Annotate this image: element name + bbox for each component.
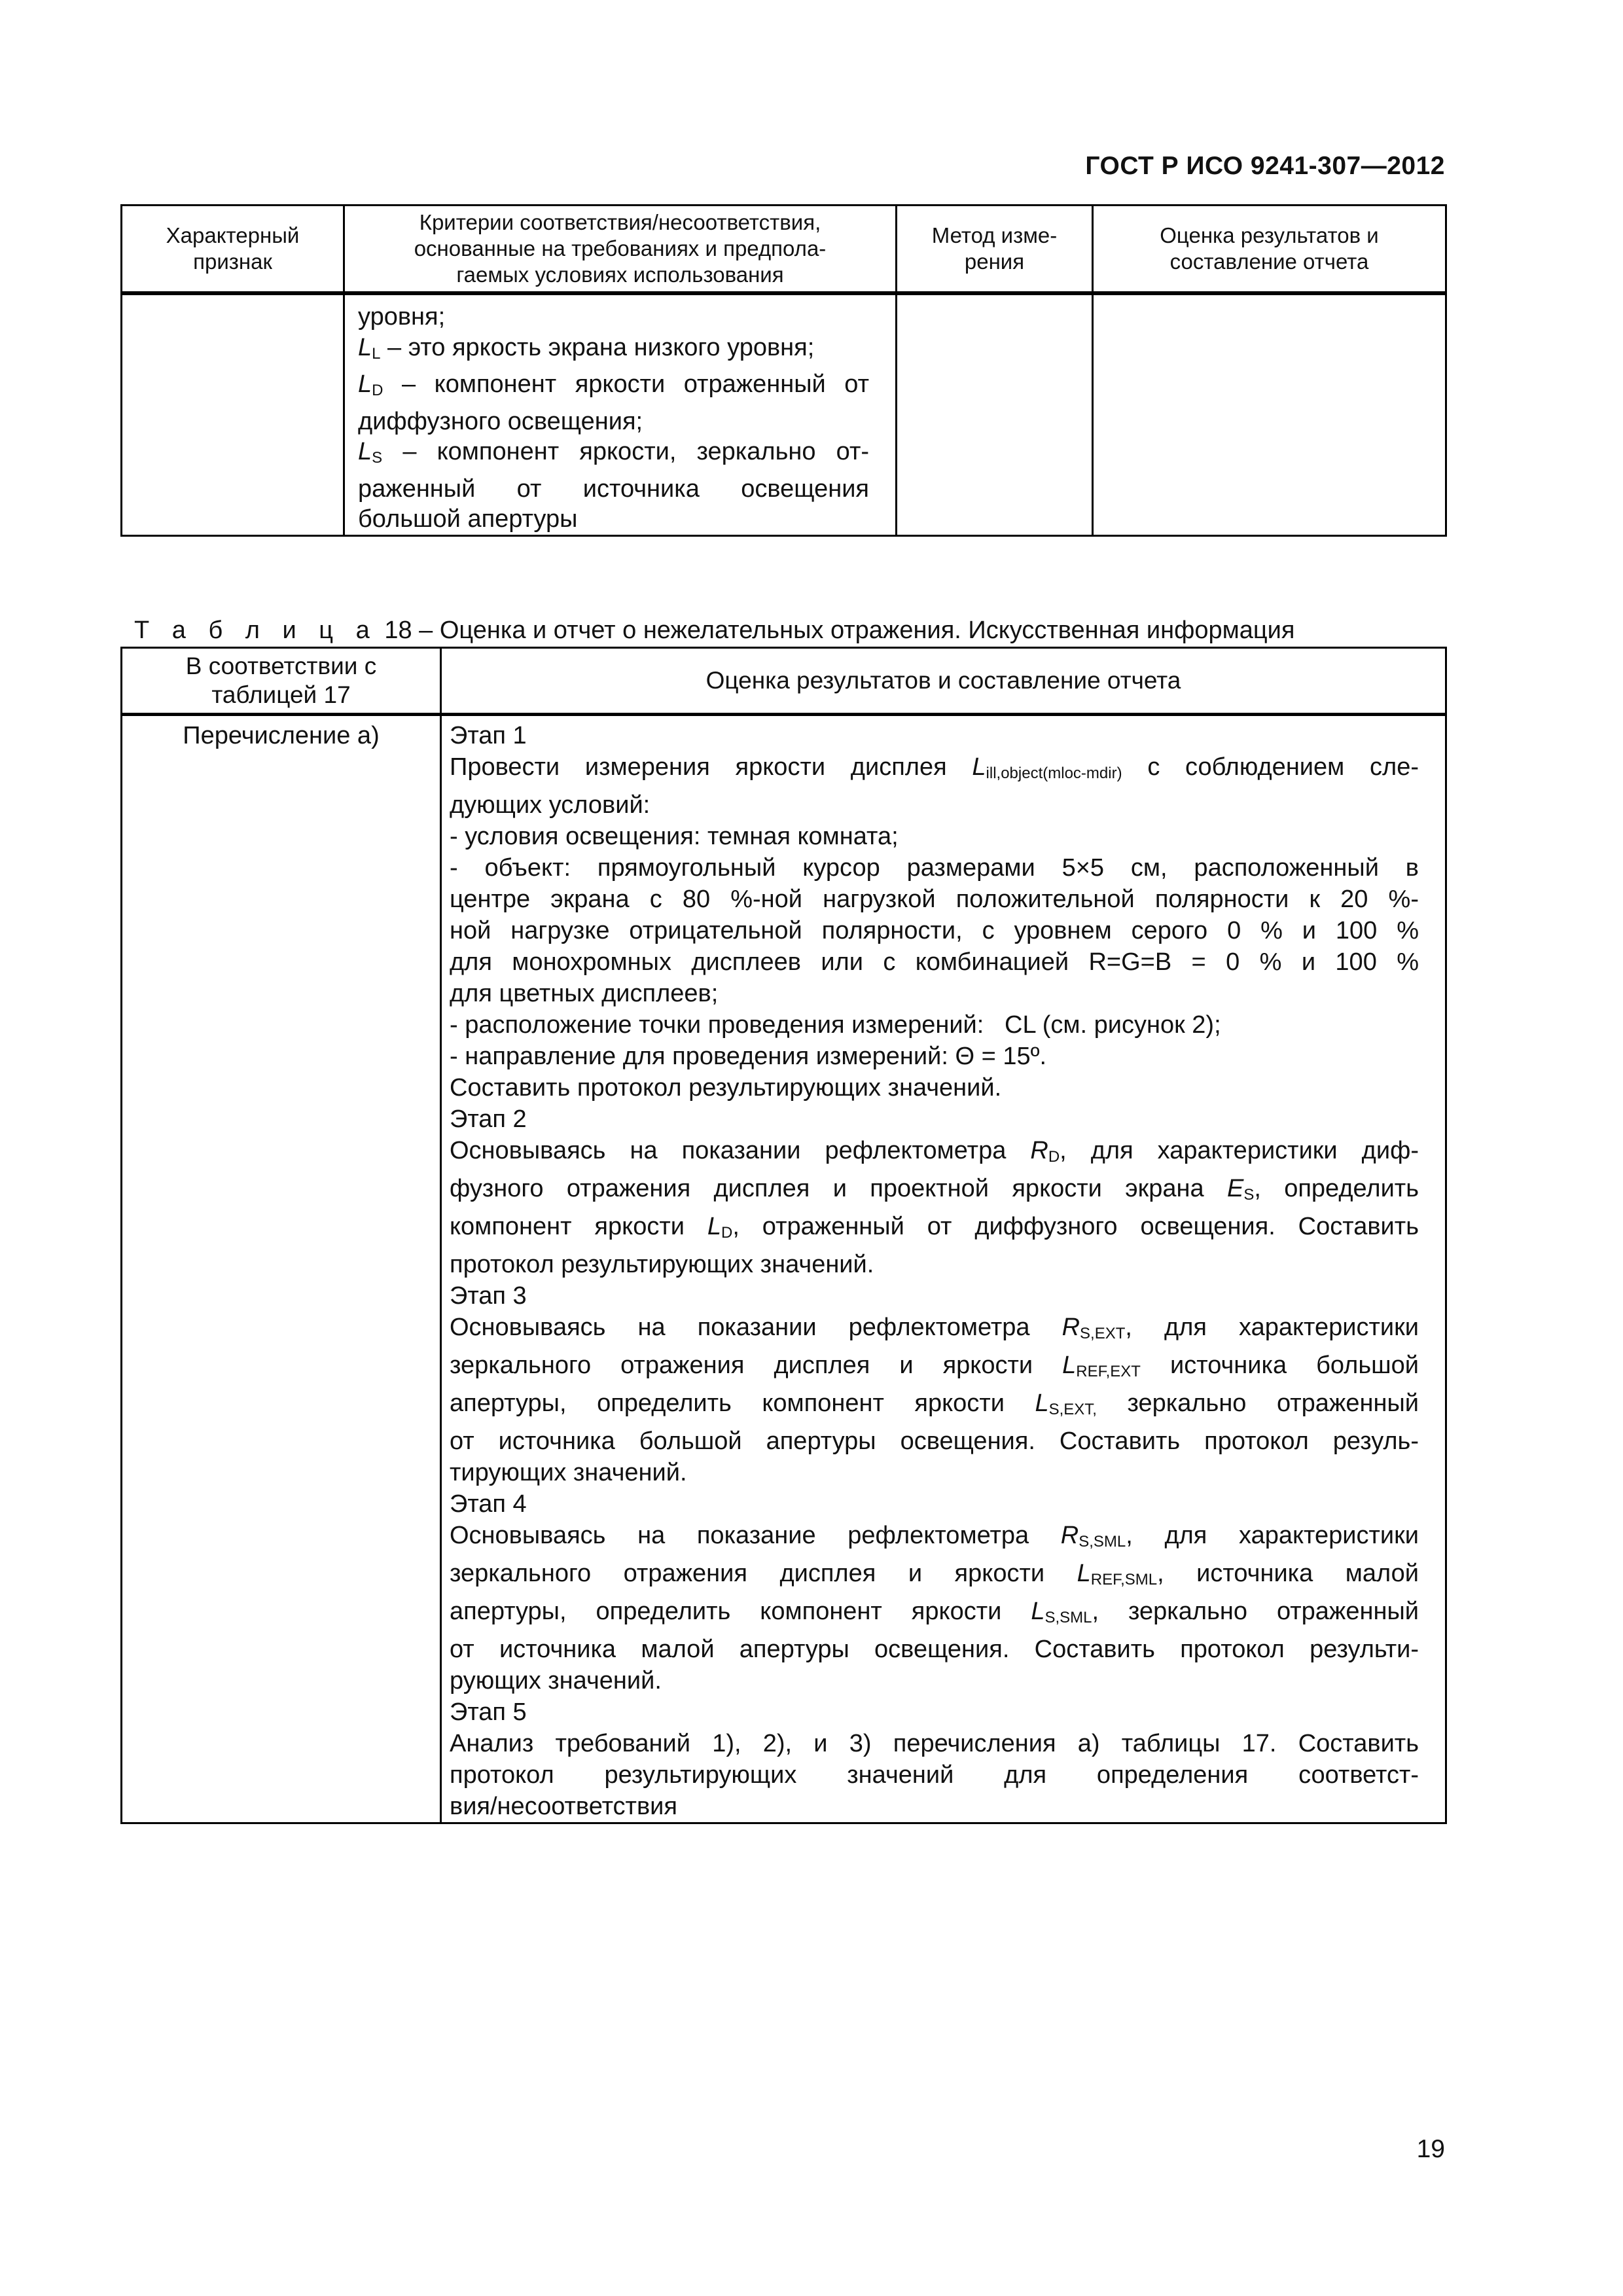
cell-criteria: уровня; $L_L$ – это яркость экрана низкого уровня; $L_D$ – компонент яркости отраженный от диффузного освещения; $L_S$ – компонент яркости, зеркально от- раженный от источника освещения большой апертуры bbox=[344, 293, 897, 535]
criteria-table-header-row bbox=[122, 206, 1446, 294]
cell-evaluation bbox=[1093, 293, 1446, 535]
header-evaluation-report: Оценка результатов и составление отчета bbox=[441, 648, 1446, 715]
step-1-title: Этап 1 bbox=[450, 722, 527, 749]
header-feature: Характерный признак bbox=[122, 206, 344, 294]
header-evaluation: Оценка результатов и составление отчета bbox=[1093, 206, 1446, 294]
step-4-title: Этап 4 bbox=[450, 1490, 527, 1518]
table-caption: Т а б л и ц а 18 – Оценка и отчет о нежелательных отражения. Искусственная информация bbox=[134, 617, 1295, 644]
row-label: Перечисление а) bbox=[122, 715, 441, 1823]
page-number: 19 bbox=[1416, 2135, 1445, 2163]
criteria-table-row bbox=[122, 293, 1446, 535]
evaluation-table-header-row bbox=[122, 648, 1446, 715]
evaluation-table bbox=[120, 647, 1447, 1824]
cell-method bbox=[897, 293, 1093, 535]
step-3-title: Этап 3 bbox=[450, 1282, 527, 1310]
header-criteria: Критерии соответствия/несоответствия, основанные на требованиях и предпола- гаемых условиях использования bbox=[344, 206, 897, 294]
document-header: ГОСТ Р ИСО 9241-307—2012 bbox=[1085, 152, 1445, 180]
header-method: Метод изме- рения bbox=[897, 206, 1093, 294]
evaluation-table-row bbox=[122, 715, 1446, 1823]
criteria-table bbox=[120, 204, 1447, 537]
header-reference: В соответствии с таблицей 17 bbox=[122, 648, 441, 715]
step-2-title: Этап 2 bbox=[450, 1105, 527, 1133]
steps-cell: Этап 1 Провести измерения яркости дисплея $L_{ill,object(mloc-mdir)}$ с соблюдением сле- дующих условий: - условия освещения: темная комната; - объект: прямоугольный курсор размерами 5×5 см, расположенный в центре экрана с 80 %-ной нагрузкой положительной полярности к 20 %- ной нагрузке отрицательной полярности, с уровнем серого 0 % и 100 % для монохромных дисплеев или с комбинацией R=G=B = 0 % и 100 % для цветных дисплеев; - расположение точки проведения измерений: CL (см. рисунок 2); - направление для проведения измерений: Θ = 15º. Составить протокол результирующих значений. Этап 2 Основываясь на показании рефлектометра $R_D$, для характеристики диф- фузного отражения дисплея и проектной яркости экрана $E_S$, определить компонент яркости $L_D$, отраженный от диффузного освещения. Составить протокол результирующих значений. Этап 3 Основываясь на показании рефлектометра $R_{S,EXT}$, для характеристики зеркального отражения дисплея и яркости $L_{REF,EXT}$ источника большой апертуры, определить компонент яркости $L_{S,EXT,}$ зеркально отраженный от источника большой апертуры освещения. Составить протокол резуль- тирующих значений. Этап 4 Основываясь на показание рефлектометра $R_{S,SML}$, для характеристики зеркального отражения дисплея и яркости $L_{REF,SML}$, источника малой апертуры, определить компонент яркости $L_{S,SML}$, зеркально отраженный от источника малой апертуры освещения. Составить протокол результи- рующих значений. Этап 5 Анализ требований 1), 2), и 3) перечисления а) таблицы 17. Составить протокол результирующих значений для определения соответст- вия/несоответствия bbox=[441, 715, 1446, 1823]
step-5-title: Этап 5 bbox=[450, 1698, 527, 1726]
cell-feature bbox=[122, 293, 344, 535]
